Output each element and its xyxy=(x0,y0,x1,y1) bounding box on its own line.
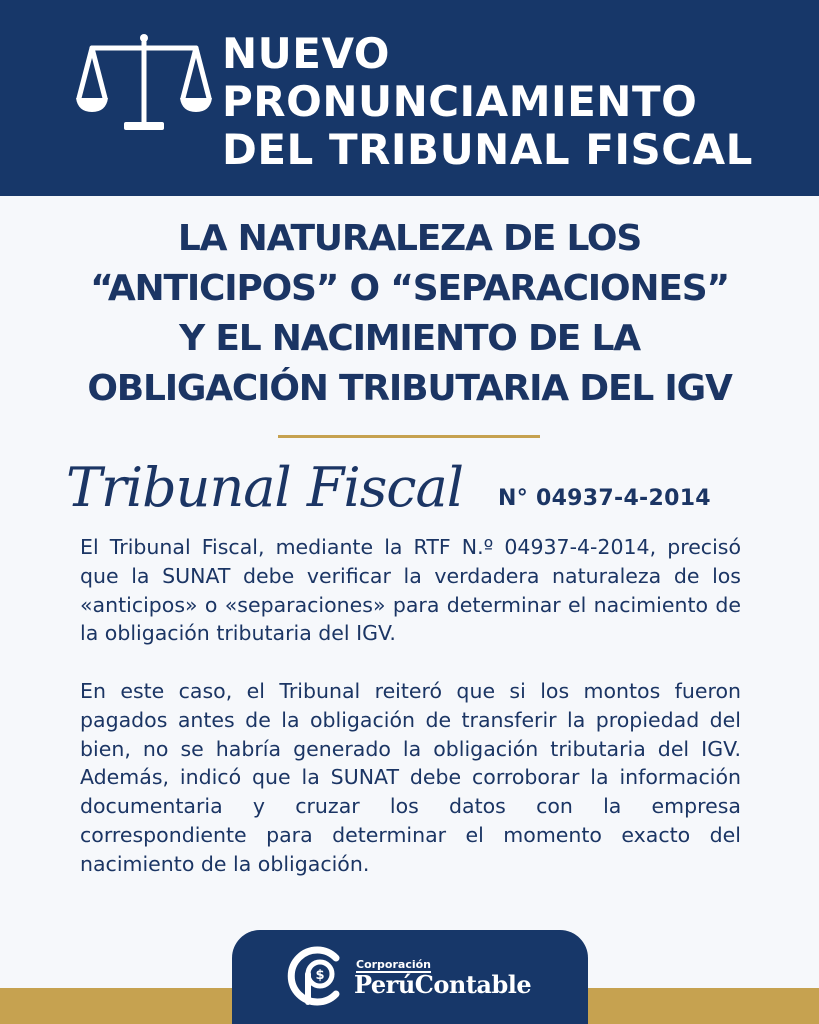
headline-line: LA NATURALEZA DE LOS xyxy=(177,218,642,259)
issuer-script-title: Tribunal Fiscal xyxy=(66,456,464,519)
svg-text:$: $ xyxy=(315,968,325,983)
resolution-number: N° 04937-4-2014 xyxy=(498,486,711,511)
header-title xyxy=(222,30,802,174)
logo-small-text: Corporación xyxy=(356,958,432,971)
headline-line: “ANTICIPOS” O “SEPARACIONES” xyxy=(90,268,729,309)
body-text xyxy=(80,533,741,879)
headline-line: Y EL NACIMIENTO DE LA xyxy=(179,318,640,359)
headline xyxy=(20,214,799,414)
logo-brand-text: PerúContable xyxy=(354,970,532,999)
gold-divider xyxy=(278,435,540,438)
body-paragraph: El Tribunal Fiscal, mediante la RTF N.º 04937-4-2014, precisó que la SUNAT debe verificar la verdadera naturaleza de los «anticipos» o «separaciones» para determinar el nacimiento de la obligación tributaria del IGV. xyxy=(80,535,741,646)
scales-of-justice-icon xyxy=(74,30,214,138)
header-title-line: DEL TRIBUNAL FISCAL xyxy=(222,125,753,174)
peru-contable-logo-icon xyxy=(286,944,348,1008)
header-title-line: PRONUNCIAMIENTO xyxy=(222,77,698,126)
header-title-line: NUEVO xyxy=(222,29,390,78)
headline-line: OBLIGACIÓN TRIBUTARIA DEL IGV xyxy=(87,368,732,409)
body-paragraph: En este caso, el Tribunal reiteró que si los montos fueron pagados antes de la obligación de transferir la propiedad del bien, no se habría generado la obligación tributaria del IGV. Además, indicó que la SUNAT debe corroborar la información documentaria y cruzar los datos con la empresa correspondiente para determinar el momento exacto del nacimiento de la obligación. xyxy=(80,678,741,876)
